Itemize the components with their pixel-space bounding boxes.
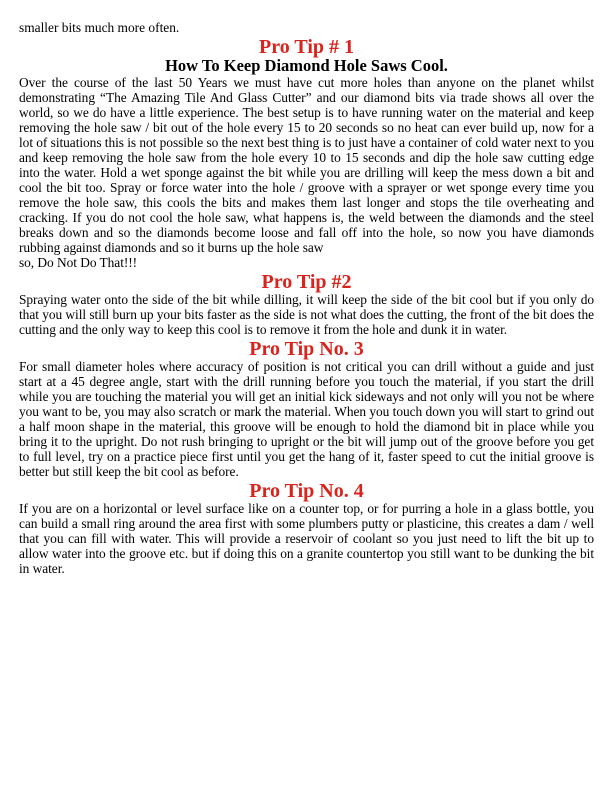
- pro-tip-1-body: Over the course of the last 50 Years we must have cut more holes than anyone on the planet whilst demonstrating “The Amazing Tile And Glass Cutter” and our diamond bits via trade shows all over the world, so we do have a little experience. The best setup is to have running water on the material and keep removing the hole saw / bit out of the hole every 15 to 20 seconds so no heat can ever build up, now for a lot of situations this is not possible so the next best thing is to just have a container of cold water next to you and keep removing the hole saw from the hole every 10 to 15 seconds and dip the hole saw cutting edge into the water. Hold a wet sponge against the bit while you are drilling will keep the mess down a bit and cool the bit too. Spray or force water into the hole / groove with a sprayer or wet sponge every time you remove the hole saw, this cools the bits and makes them last longer and stops the tile overheating and cracking. If you do not cool the hole saw, what happens is, the weld between the diamonds and the steel breaks down and so the diamonds become loose and fall off into the hole, so now you have diamonds rubbing against diamonds and so it burns up the hole saw: [19, 75, 594, 255]
- pro-tip-2-body: Spraying water onto the side of the bit while dilling, it will keep the side of the bit cool but if you only do that you will still burn up your bits faster as the side is not what does the cutting, the front of the bit does the cutting and the only way to keep this cool is to remove it from the hole and dunk it in water.: [19, 292, 594, 337]
- pro-tip-1-subheading: How To Keep Diamond Hole Saws Cool.: [165, 56, 448, 75]
- pro-tip-1-heading: Pro Tip # 1: [258, 36, 355, 58]
- pro-tip-2-section: [19, 272, 594, 337]
- pro-tip-3-section: [19, 339, 594, 479]
- pro-tip-3-heading: Pro Tip No. 3: [249, 338, 364, 360]
- pro-tip-4-section: [19, 481, 594, 576]
- pro-tip-4-body: If you are on a horizontal or level surface like on a counter top, or for purring a hole in a glass bottle, you can build a small ring around the area first with some plumbers putty or plasticine, this creates a dam / well that you can fill with water. This will provide a reservoir of coolant so you just need to lift the bit up to allow water into the groove etc. but if doing this on a granite countertop you still want to be dunking the bit in water.: [19, 501, 594, 576]
- pro-tip-1-section: [19, 37, 594, 270]
- pro-tip-1-closing: so, Do Not Do That!!!: [19, 255, 138, 270]
- intro-text: smaller bits much more often.: [19, 20, 180, 35]
- pro-tip-2-heading: Pro Tip #2: [261, 271, 352, 293]
- pro-tip-4-heading: Pro Tip No. 4: [249, 480, 364, 502]
- pro-tip-3-body: For small diameter holes where accuracy of position is not critical you can drill without a guide and just start at a 45 degree angle, start with the drill running before you touch the material, if you start the drill while you are touching the material you will get an initial kick sideways and not only will you not be where you want to be, you may also scratch or mark the material. When you touch down you will start to grind out a half moon shape in the material, this groove will be enough to hold the diamond bit in place while you bring it to the upright. Do not rush bringing to upright or the bit will jump out of the groove before you get to full level, try on a practice piece first until you get the hang of it, faster speed to cut the initial groove is better but still keep the bit cool as before.: [19, 359, 594, 479]
